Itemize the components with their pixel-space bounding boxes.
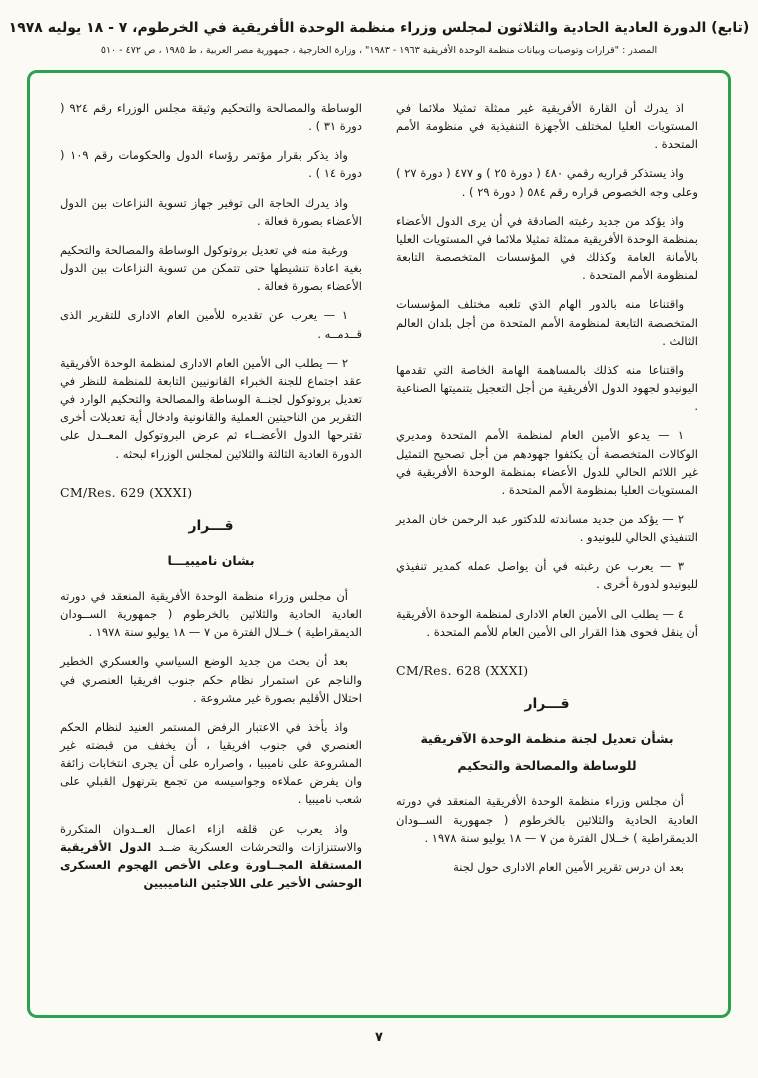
paragraph: واقتناعا منه كذلك بالمساهمة الهامة الخاصة التي تقدمها اليونيدو لجهود الدول الأفريقية من أجل التعجيل بتنميتها الصناعية . <box>396 362 698 414</box>
paragraph: واقتناعا منه بالدور الهام الذي تلعبه مختلف المؤسسات المتخصصة التابعة لمنظومة الأمم المتحدة من أجل بلدان العالم الثالث . <box>396 297 698 348</box>
resolution-title-629: قـــرار <box>188 517 234 534</box>
resolution-subtitle-629: بشان ناميبيـــا <box>167 552 255 568</box>
header-title: (تابع) الدورة العادية الحادية والثلاثون لمجلس وزراء منظمة الوحدة الأفريقية في الخرطوم، ٧ - ١٨ يوليه ١٩٧٨ <box>8 20 750 36</box>
resolution-title-628: قـــرار <box>524 695 570 712</box>
resolution-subtitle-628-line1: بشأن تعديل لجنة منظمة الوحدة الآفريقية <box>420 730 674 746</box>
two-column-layout <box>60 99 698 903</box>
paragraph-numbered-2: ٢ — يؤكد من جديد مساندته للدكتور عبد الرحمن خان المدير التنفيذي الحالي لليونيدو . <box>396 511 698 545</box>
paragraph-numbered-1: ١ — يعرب عن تقديره للأمين العام الادارى للتقرير الذى قــدمــه . <box>60 308 362 341</box>
document-frame <box>27 70 731 1018</box>
paragraph-numbered-1: ١ — يدعو الأمين العام لمنظمة الأمم المتحدة ومديري الوكالات المتخصصة أن يكثفوا جهودهم من أجل تصحيح التمثيل غير اللائم الحالي للدول الأعضاء بمنظمة الوحدة الأفريقية في المستويات العليا بمنظومة الأمم المتحدة . <box>396 428 698 497</box>
paragraph: واذ يستذكر قراريه رقمي ٤٨٠ ( دورة ٢٥ ) و ٤٧٧ ( دورة ٢٧ ) وعلى وجه الخصوص قراره رقم ٥٨٤ ( دورة ٢٩ ) . <box>396 166 698 199</box>
header-source: المصدر : "قرارات وتوصيات وبيانات منظمة الوحدة الأفريقية ١٩٦٣ - ١٩٨٣" ، وزارة الخارجية ، جمهورية مصر العربية ، ط ١٩٨٥ ، ص ٤٧٢ - ٥١٠ <box>100 45 658 56</box>
resolution-subtitle-628-line2: للوساطة والمصالحة والتحكيم <box>457 758 637 774</box>
page-header <box>0 0 758 56</box>
column-left <box>60 99 362 903</box>
paragraph: أن مجلس وزراء منظمة الوحدة الأفريقية المنعقد في دورته العادية الحادية والثلاثين بالخرطوم ( جمهورية الســودان الديمقراطية ) خــلال الفترة من ٧ — ١٨ يوليو سنة ١٩٧٨ . <box>60 588 362 640</box>
paragraph: الوساطة والمصالحة والتحكيم وثيقة مجلس الوزراء رقم ٩٢٤ ( دورة ٣١ ) . <box>60 101 362 134</box>
paragraph: بعد ان درس تقرير الأمين العام الادارى حول لجنة <box>453 859 684 874</box>
column-right <box>396 99 698 887</box>
resolution-ref-629: CM/Res. 629 (XXXI) <box>60 484 193 500</box>
paragraph: أن مجلس وزراء منظمة الوحدة الأفريقية المنعقد في دورته العادية الحادية والثلاثين بالخرطوم ( جمهورية الســودان الديمقراطية ) خــلال الفترة من ٧ — ١٨ يوليو سنة ١٩٧٨ . <box>396 794 698 845</box>
paragraph: واذ يؤكد من جديد رغبته الصادقة في أن يرى الدول الأعضاء بمنظمة الوحدة الأفريقية ممثلة تمثيلا ملائما في المستويات العليا بالأمانة العامة وكذلك في المؤسسات المتخصصة التابعة لمنظومة الأمم المتحدة . <box>396 213 698 283</box>
paragraph: اذ يدرك أن القارة الأفريقية غير ممثلة تمثيلا ملائما في المستويات العليا لمختلف الأجهزة التنفيذية في منظومة الأمم المتحدة . <box>396 101 698 152</box>
paragraph-with-bold-tail <box>60 820 362 893</box>
resolution-ref-628: CM/Res. 628 (XXXI) <box>396 662 529 678</box>
paragraph: واذ يدرك الحاجة الى توفير جهاز تسوية النزاعات بين الدول الأعضاء بصورة فعالة . <box>60 195 362 228</box>
paragraph: واذ يأخذ في الاعتبار الرفض المستمر العنيد لنظام الحكم العنصري في جنوب افريقيا ، أن يخفف من قبضته غير المشروعة على ناميبيا ، واصراره على أن يجرى انتخابات زائفة وان يفرض عملاءه وجواسيسه من تجمع بترنهول القبلي على شعب ناميبيا . <box>60 719 362 807</box>
paragraph-numbered-4: ٤ — يطلب الى الأمين العام الادارى لمنظمة الوحدة الأفريقية أن ينقل فحوى هذا القرار الى الأمين العام للأمم المتحدة . <box>396 606 698 639</box>
paragraph: ورغبة منه في تعديل بروتوكول الوساطة والمصالحة والتحكيم بغية اعادة تنشيطها حتى تتمكن من تسوية النزاعات بين الدول الأعضاء بصورة فعالة . <box>60 242 362 294</box>
paragraph-text: واذ يعرب عن قلقه ازاء اعمال العــدوان المتكررة والاستنزازات والتحرشات العسكرية ضــد <box>60 821 362 854</box>
paragraph-numbered-3: ٣ — يعرب عن رغبته في أن يواصل عمله كمدير تنفيذي لليونيدو لدورة أخرى . <box>396 559 698 592</box>
paragraph-numbered-2: ٢ — يطلب الى الأمين العام الادارى لمنظمة الوحدة الأفريقية عقد اجتماع للجنة الخبراء القانونيين التابعة للمنظمة للنظر في تعديل بروتوكول لجنــة الوساطة والمصالحة والتحكيم الوارد في التقرير من الناحيتين العملية والقانونية وادخال أية تعديلات أخرى تقترحها الدول الأعضــاء ثم عرض البروتوكول المعــدل على الدورة العادية الثالثة والثلاثين لمجلس الوزراء لبحثه . <box>60 355 362 461</box>
paragraph: واذ يذكر بقرار مؤتمر رؤساء الدول والحكومات رقم ١٠٩ ( دورة ١٤ ) . <box>60 148 362 181</box>
paragraph: بعد أن بحث من جديد الوضع السياسي والعسكري الخطير والناجم عن استمرار نظام حكم جنوب افريقيا العنصري في احتلال الأقليم بصورة غير مشروعة . <box>60 654 362 705</box>
page-footer <box>0 1018 758 1055</box>
page-number: ٧ <box>375 1030 383 1045</box>
paragraph-text-bold: الدول الأفريقية المستقلة المجــاورة وعلى الأخص الهجوم العسكرى الوحشى الأخير على اللاجئين الناميبيين <box>60 839 362 891</box>
